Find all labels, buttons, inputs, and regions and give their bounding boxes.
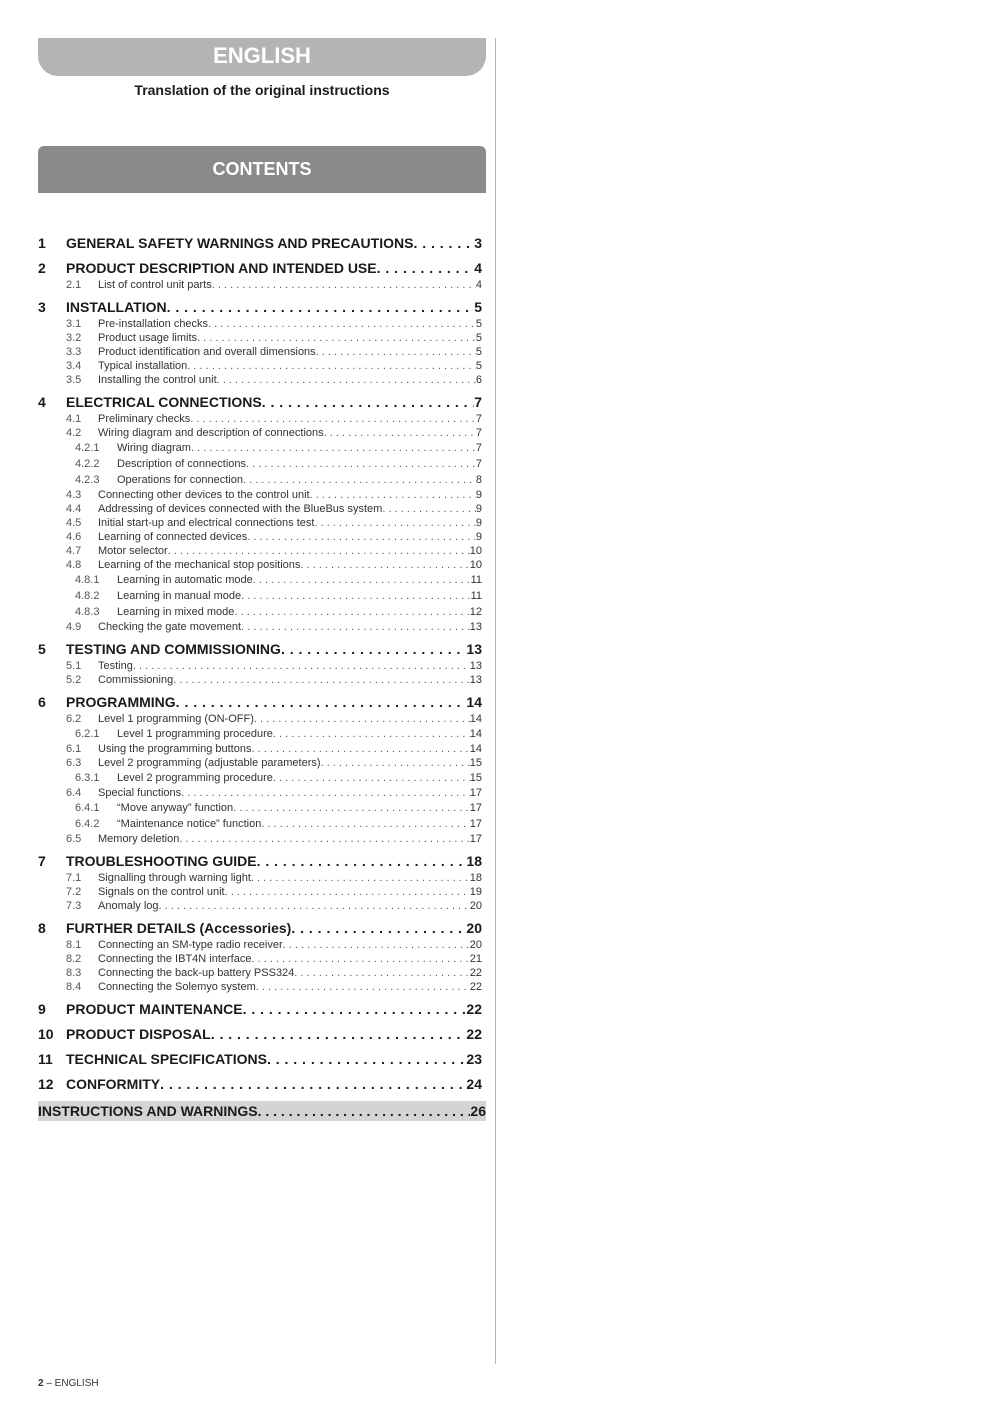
toc-page-number: 12 [469, 606, 482, 618]
toc-page-number: 21 [469, 953, 482, 965]
toc-chapter-entry[interactable] [38, 1074, 482, 1094]
toc-section [38, 392, 482, 634]
toc-number: 6.4.2 [75, 818, 100, 830]
toc-subentry[interactable] [38, 426, 482, 440]
toc-number: 3.4 [66, 360, 82, 372]
toc-number: 3.3 [66, 346, 82, 358]
toc-title: Connecting the Solemyo system [98, 981, 256, 993]
toc-section [38, 1049, 482, 1069]
toc-page-number: 14 [469, 743, 482, 755]
dot-leader [262, 392, 474, 412]
toc-chapter-entry[interactable] [38, 233, 482, 253]
dot-leader [159, 899, 470, 913]
toc-number: 4.2.2 [75, 458, 100, 470]
dot-leader [382, 502, 476, 516]
toc-number: 8.2 [66, 953, 82, 965]
toc-subentry[interactable] [38, 359, 482, 373]
toc-page-number: 11 [470, 590, 482, 602]
dot-leader [413, 233, 474, 253]
toc-page-number: 22 [469, 981, 482, 993]
contents-heading: CONTENTS [38, 146, 486, 193]
toc-subentry[interactable] [38, 502, 482, 516]
toc-number: 11 [38, 1051, 53, 1067]
toc-subentry[interactable] [38, 516, 482, 530]
dot-leader [251, 742, 469, 756]
toc-number: 6.2.1 [75, 728, 100, 740]
dot-leader [377, 258, 475, 278]
toc-title: Checking the gate movement [98, 621, 242, 633]
dot-leader [300, 558, 469, 572]
toc-subentry[interactable] [38, 373, 482, 387]
toc-title: Level 1 programming (ON-OFF) [98, 713, 254, 725]
dot-leader [246, 456, 476, 472]
toc-page-number: 7 [475, 442, 482, 454]
dot-leader [291, 918, 466, 938]
toc-number: 7.2 [66, 886, 82, 898]
toc-subentry[interactable] [38, 604, 482, 620]
toc-number: 6 [38, 694, 46, 710]
toc-number: 3.1 [66, 318, 82, 330]
dot-leader [211, 1024, 467, 1044]
toc-page-number: 13 [469, 674, 482, 686]
toc-page-number: 15 [469, 757, 482, 769]
dot-leader [258, 1101, 471, 1121]
toc-chapter-entry[interactable] [38, 1024, 482, 1044]
dot-leader [316, 345, 476, 359]
dot-leader [283, 938, 470, 952]
toc-number: 4.6 [66, 531, 82, 543]
toc-number: 10 [38, 1026, 54, 1042]
toc-page-number: 24 [466, 1076, 482, 1092]
toc-subentry[interactable] [38, 317, 482, 331]
toc-number: 6.3.1 [75, 772, 100, 784]
dot-leader [191, 440, 476, 456]
dot-leader [251, 952, 469, 966]
toc-title: Connecting the IBT4N interface [98, 953, 252, 965]
toc-page-number: 9 [475, 489, 482, 501]
toc-page-number: 7 [475, 413, 482, 425]
toc-subentry[interactable] [38, 980, 482, 994]
dot-leader [256, 980, 470, 994]
toc-page-number: 7 [474, 394, 482, 410]
toc-title: Typical installation [98, 360, 188, 372]
toc-number: 8 [38, 920, 46, 936]
dot-leader [247, 530, 476, 544]
dot-leader [241, 588, 470, 604]
dot-leader [233, 800, 470, 816]
toc-title: Signalling through warning light [98, 872, 251, 884]
page-footer [38, 1378, 99, 1389]
toc-page-number: 13 [469, 621, 482, 633]
toc-number: 5.2 [66, 674, 82, 686]
toc-number: 4.8 [66, 559, 82, 571]
toc-subentry[interactable] [38, 712, 482, 726]
toc-number: 4.2.1 [75, 442, 100, 454]
toc-subentry[interactable] [38, 800, 482, 816]
dot-leader [212, 278, 476, 292]
dot-leader [197, 331, 476, 345]
toc-title: Learning in automatic mode [117, 574, 253, 586]
toc-title: PROGRAMMING [66, 694, 176, 710]
toc-number: 8.1 [66, 939, 82, 951]
dot-leader [251, 871, 470, 885]
dot-leader [267, 1049, 466, 1069]
toc-section [38, 851, 482, 913]
toc-title: CONFORMITY [66, 1076, 161, 1092]
toc-chapter-entry[interactable] [38, 297, 482, 317]
toc-chapter-entry[interactable] [38, 639, 482, 659]
toc-number: 8.4 [66, 981, 82, 993]
toc-number: 2.1 [66, 279, 82, 291]
toc-section [38, 918, 482, 994]
toc-page-number: 18 [466, 853, 482, 869]
dot-leader [160, 1074, 466, 1094]
toc-title: Learning of connected devices [98, 531, 248, 543]
toc-title: PRODUCT MAINTENANCE [66, 1001, 243, 1017]
toc-subentry[interactable] [38, 756, 482, 770]
toc-subentry[interactable] [38, 726, 482, 742]
toc-title: Level 2 programming procedure [117, 772, 273, 784]
toc-page-number: 5 [474, 299, 482, 315]
toc-title: Installing the control unit [98, 374, 217, 386]
toc-subentry[interactable] [38, 544, 482, 558]
toc-title: Wiring diagram [117, 442, 191, 454]
toc-title: GENERAL SAFETY WARNINGS AND PRECAUTIONS [66, 235, 414, 251]
toc-title: Product usage limits [98, 332, 198, 344]
toc-title: Signals on the control unit [98, 886, 225, 898]
dot-leader [281, 639, 466, 659]
toc-title: “Move anyway” function [117, 802, 234, 814]
toc-title: Learning of the mechanical stop positions [98, 559, 301, 571]
dot-leader [179, 832, 469, 846]
toc-subentry[interactable] [38, 871, 482, 885]
toc-subentry[interactable] [38, 885, 482, 899]
toc-title: Commissioning [98, 674, 174, 686]
toc-title: Addressing of devices connected with the BlueBus system [98, 503, 383, 515]
toc-page-number: 19 [469, 886, 482, 898]
toc-page-number: 13 [466, 641, 482, 657]
toc-page-number: 22 [469, 967, 482, 979]
toc-title: Level 2 programming (adjustable parameters) [98, 757, 321, 769]
toc-page-number: 22 [466, 1026, 482, 1042]
toc-title: TESTING AND COMMISSIONING [66, 641, 281, 657]
toc-title: Connecting the back-up battery PSS324 [98, 967, 295, 979]
toc-number: 4.3 [66, 489, 82, 501]
toc-title: Pre-installation checks [98, 318, 209, 330]
toc-page-number: 20 [469, 900, 482, 912]
toc-page-number: 23 [466, 1051, 482, 1067]
toc-page-number: 14 [469, 713, 482, 725]
toc-subentry[interactable] [38, 412, 482, 426]
toc-number: 4.2.3 [75, 474, 100, 486]
toc-number: 6.4 [66, 787, 82, 799]
toc-page-number: 9 [475, 503, 482, 515]
toc-subentry[interactable] [38, 530, 482, 544]
toc-subentry[interactable] [38, 786, 482, 800]
toc-title: Description of connections [117, 458, 247, 470]
dot-leader [225, 885, 470, 899]
dot-leader [314, 516, 475, 530]
toc-title: Memory deletion [98, 833, 180, 845]
page-number: 2 [38, 1378, 44, 1389]
toc-chapter-entry[interactable] [38, 1049, 482, 1069]
toc-number: 6.5 [66, 833, 82, 845]
toc-subentry[interactable] [38, 742, 482, 756]
toc-page-number: 17 [469, 802, 482, 814]
toc-page-number: 17 [469, 833, 482, 845]
toc-page-number: 6 [475, 374, 482, 386]
toc-title: TECHNICAL SPECIFICATIONS [66, 1051, 267, 1067]
dot-leader [208, 317, 476, 331]
toc-title: PRODUCT DESCRIPTION AND INTENDED USE [66, 260, 377, 276]
dot-leader [294, 966, 469, 980]
dot-leader [168, 544, 470, 558]
toc-subentry[interactable] [38, 938, 482, 952]
toc-section [38, 297, 482, 387]
dot-leader [273, 726, 470, 742]
dot-leader [253, 572, 471, 588]
toc-page-number: 14 [469, 728, 482, 740]
toc-subentry[interactable] [38, 966, 482, 980]
toc-section [38, 1074, 482, 1094]
toc-page-number: 14 [466, 694, 482, 710]
toc-section [38, 692, 482, 846]
toc-number: 7 [38, 853, 46, 869]
toc-title: Operations for connection [117, 474, 243, 486]
toc-number: 6.1 [66, 743, 82, 755]
toc-number: 7.1 [66, 872, 82, 884]
toc-page-number: 20 [469, 939, 482, 951]
toc-title: Wiring diagram and description of connections [98, 427, 324, 439]
toc-subentry[interactable] [38, 558, 482, 572]
toc-number: 4.5 [66, 517, 82, 529]
toc-page-number: 10 [469, 545, 482, 557]
dot-leader [176, 692, 467, 712]
toc-title: INSTRUCTIONS AND WARNINGS [38, 1103, 258, 1119]
toc-number: 3.2 [66, 332, 82, 344]
dot-leader [261, 816, 469, 832]
toc-chapter-entry[interactable] [38, 851, 482, 871]
toc-number: 4.8.3 [75, 606, 100, 618]
toc-title: Learning in mixed mode [117, 606, 235, 618]
toc-page-number: 9 [475, 531, 482, 543]
dot-leader [243, 472, 476, 488]
dot-leader [217, 373, 476, 387]
toc-subentry[interactable] [38, 770, 482, 786]
toc-number: 6.4.1 [75, 802, 100, 814]
toc-section [38, 639, 482, 687]
toc-page-number: 7 [475, 427, 482, 439]
toc-subentry[interactable] [38, 588, 482, 604]
toc-page-number: 8 [475, 474, 482, 486]
toc-number: 4.7 [66, 545, 82, 557]
toc-subentry[interactable] [38, 659, 482, 673]
toc-page-number: 5 [475, 318, 482, 330]
toc-chapter-entry[interactable] [38, 392, 482, 412]
dot-leader [324, 426, 476, 440]
toc-page-number: 7 [475, 458, 482, 470]
toc-number: 5.1 [66, 660, 82, 672]
toc-subentry[interactable] [38, 673, 482, 687]
toc-number: 4.8.1 [75, 574, 100, 586]
dot-leader [167, 297, 475, 317]
toc-title: ELECTRICAL CONNECTIONS [66, 394, 262, 410]
toc-number: 3 [38, 299, 46, 315]
toc-number: 3.5 [66, 374, 82, 386]
dot-leader [173, 673, 470, 687]
toc-page-number: 4 [475, 279, 482, 291]
language-banner: ENGLISH [38, 38, 486, 76]
toc-page-number: 18 [469, 872, 482, 884]
toc-title: Level 1 programming procedure [117, 728, 273, 740]
toc-title: FURTHER DETAILS (Accessories) [66, 920, 292, 936]
toc-number: 4.4 [66, 503, 82, 515]
toc-section [38, 258, 482, 292]
toc-chapter-entry[interactable] [38, 692, 482, 712]
toc-title: Anomaly log [98, 900, 159, 912]
toc-section [38, 1024, 482, 1044]
dot-leader [273, 770, 470, 786]
toc-title: Motor selector [98, 545, 168, 557]
toc-page-number: 11 [470, 574, 482, 586]
toc-title: PRODUCT DISPOSAL [66, 1026, 211, 1042]
toc-number: 6.3 [66, 757, 82, 769]
dot-leader [310, 488, 476, 502]
toc-number: 1 [38, 235, 46, 251]
toc-number: 9 [38, 1001, 46, 1017]
dot-leader [190, 412, 476, 426]
toc-number: 5 [38, 641, 46, 657]
toc-number: 12 [38, 1076, 54, 1092]
toc-title: Using the programming buttons [98, 743, 252, 755]
toc-subentry[interactable] [38, 472, 482, 488]
toc-page-number: 20 [466, 920, 482, 936]
toc-title: Connecting other devices to the control unit [98, 489, 310, 501]
toc-title: Initial start-up and electrical connections test [98, 517, 315, 529]
toc-title: Connecting an SM-type radio receiver [98, 939, 283, 951]
toc-page-number: 4 [474, 260, 482, 276]
dot-leader [181, 786, 470, 800]
toc-page-number: 10 [469, 559, 482, 571]
dot-leader [241, 620, 470, 634]
toc-number: 4.8.2 [75, 590, 100, 602]
toc-page-number: 17 [469, 818, 482, 830]
toc-page-number: 17 [469, 787, 482, 799]
footer-label: – ENGLISH [46, 1378, 99, 1389]
toc-number: 8.3 [66, 967, 82, 979]
toc-subentry[interactable] [38, 331, 482, 345]
dot-leader [133, 659, 470, 673]
toc-number: 4.1 [66, 413, 82, 425]
toc-subentry[interactable] [38, 620, 482, 634]
toc-subentry[interactable] [38, 952, 482, 966]
toc-subentry[interactable] [38, 572, 482, 588]
toc-page-number: 26 [470, 1103, 486, 1119]
toc-subentry[interactable] [38, 440, 482, 456]
dot-leader [257, 851, 467, 871]
toc-number: 2 [38, 260, 46, 276]
toc-subentry[interactable] [38, 816, 482, 832]
toc-subentry[interactable] [38, 345, 482, 359]
toc-chapter-entry[interactable] [38, 918, 482, 938]
column-divider [495, 38, 496, 1364]
table-of-contents [38, 233, 486, 1121]
toc-number: 7.3 [66, 900, 82, 912]
toc-page-number: 13 [469, 660, 482, 672]
dot-leader [234, 604, 469, 620]
toc-chapter-entry[interactable] [38, 258, 482, 278]
dot-leader [254, 712, 470, 726]
toc-page-number: 5 [475, 346, 482, 358]
toc-subentry[interactable] [38, 899, 482, 913]
toc-section [38, 233, 482, 253]
toc-page-number: 5 [475, 360, 482, 372]
toc-title: TROUBLESHOOTING GUIDE [66, 853, 257, 869]
toc-subentry[interactable] [38, 278, 482, 292]
toc-title: List of control unit parts [98, 279, 212, 291]
toc-page-number: 5 [475, 332, 482, 344]
dot-leader [321, 756, 470, 770]
subtitle: Translation of the original instructions [134, 82, 390, 98]
toc-title: Preliminary checks [98, 413, 191, 425]
toc-subentry[interactable] [38, 456, 482, 472]
toc-chapter-entry[interactable] [38, 999, 482, 1019]
toc-final-entry[interactable] [38, 1101, 486, 1121]
toc-title: Special functions [98, 787, 182, 799]
toc-number: 4.9 [66, 621, 82, 633]
toc-page-number: 15 [469, 772, 482, 784]
toc-page-number: 22 [466, 1001, 482, 1017]
toc-subentry[interactable] [38, 488, 482, 502]
toc-title: Learning in manual mode [117, 590, 242, 602]
toc-title: “Maintenance notice” function [117, 818, 262, 830]
toc-title: Testing [98, 660, 133, 672]
toc-number: 6.2 [66, 713, 82, 725]
toc-title: INSTALLATION [66, 299, 167, 315]
toc-number: 4 [38, 394, 46, 410]
dot-leader [187, 359, 476, 373]
toc-page-number: 3 [474, 235, 482, 251]
toc-page-number: 9 [475, 517, 482, 529]
toc-section [38, 999, 482, 1019]
toc-number: 4.2 [66, 427, 82, 439]
toc-title: Product identification and overall dimensions [98, 346, 316, 358]
toc-subentry[interactable] [38, 832, 482, 846]
dot-leader [243, 999, 467, 1019]
